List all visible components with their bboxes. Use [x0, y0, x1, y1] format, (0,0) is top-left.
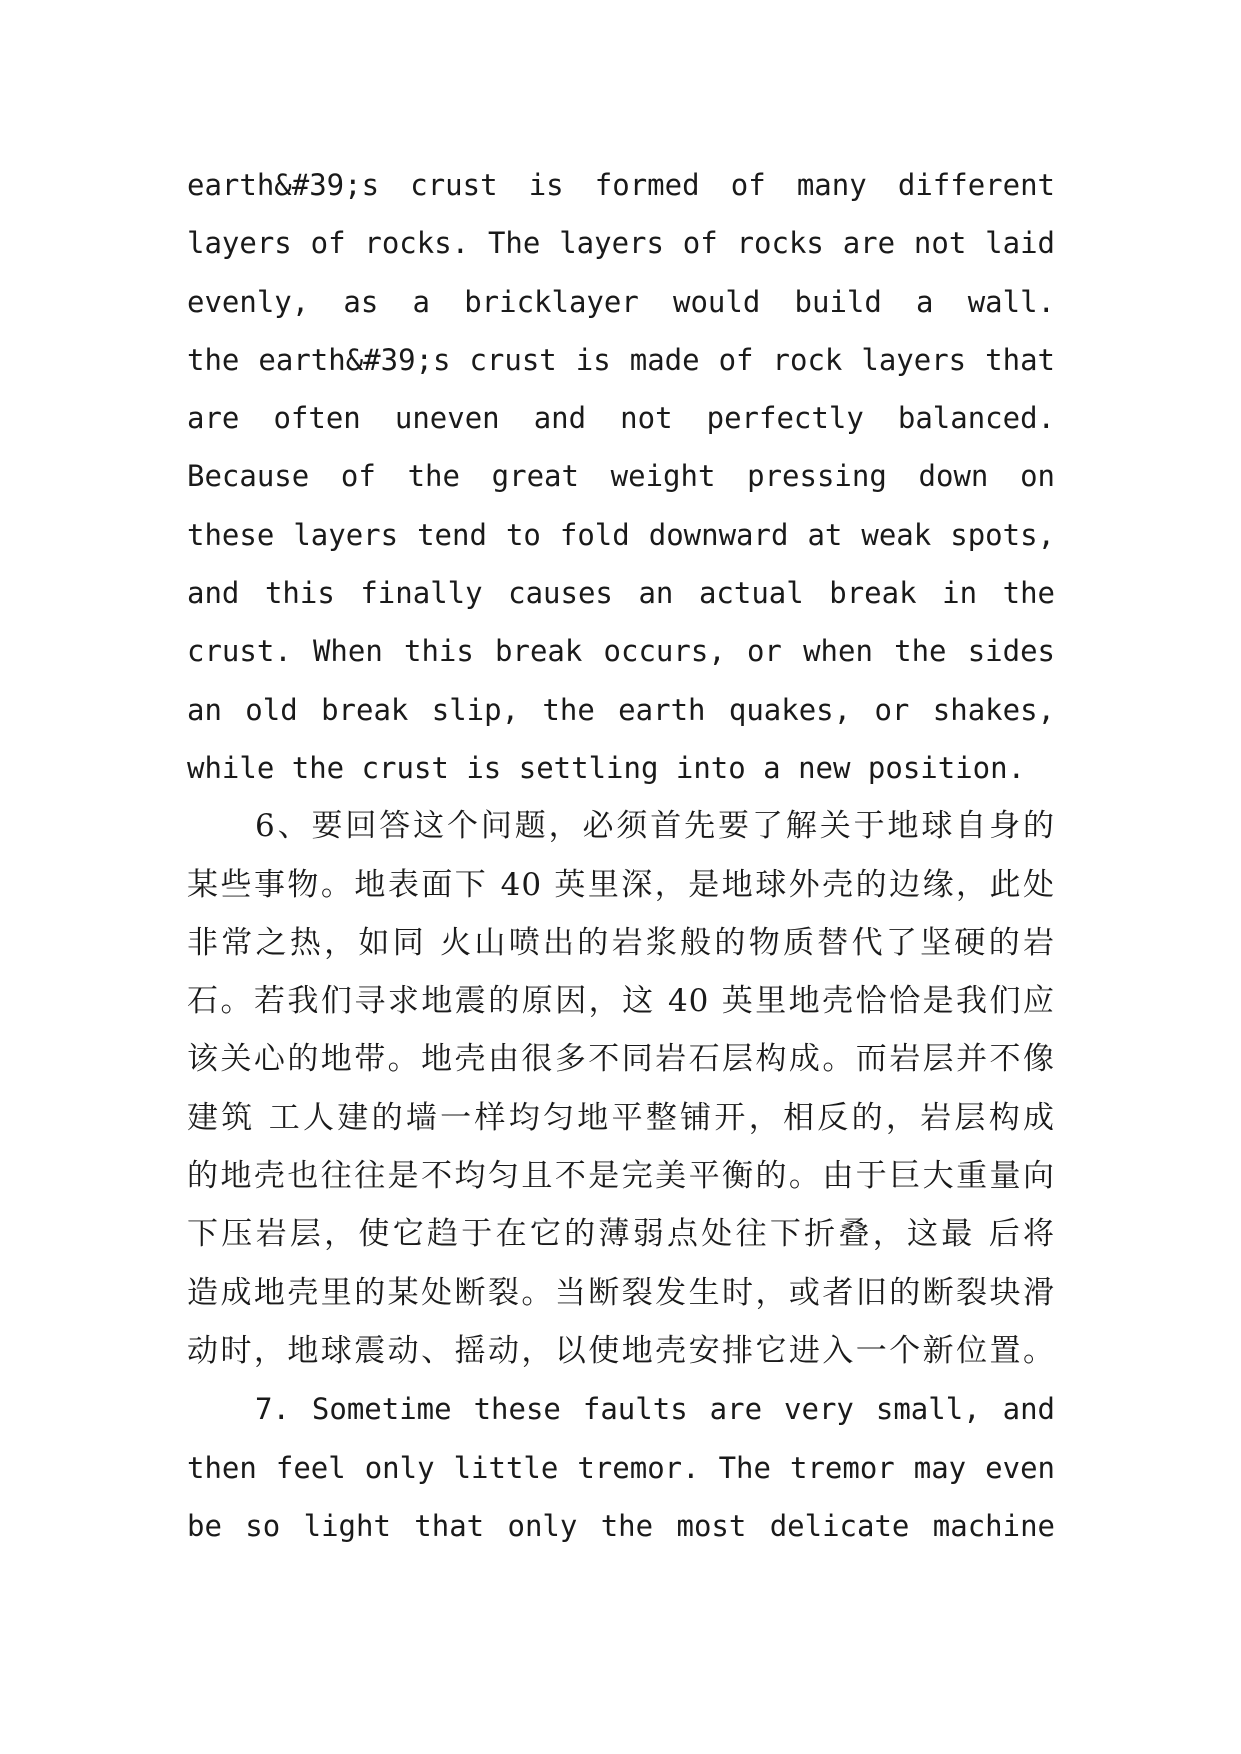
text-line: these layers tend to fold downward at weak spots,: [187, 517, 1055, 552]
text-line: earth&#39;s crust is formed of many different: [187, 168, 1055, 202]
text-line: 该关心的地带。地壳由很多不同岩石层构成。而岩层并不像: [187, 1041, 1055, 1078]
text-line: layers of rocks. The layers of rocks are not laid: [187, 226, 1055, 261]
text-line: 石。若我们寻求地震的原因，这 40 英里地壳恰恰是我们应: [187, 983, 1055, 1020]
text-line: 的地壳也往往是不均匀且不是完美平衡的。由于巨大重量向: [187, 1158, 1055, 1195]
text-line: 造成地壳里的某处断裂。当断裂发生时，或者旧的断裂块滑: [187, 1274, 1055, 1311]
text-line: crust. When this break occurs, or when the sides: [187, 634, 1055, 669]
text-line: 某些事物。地表面下 40 英里深，是地球外壳的边缘，此处: [187, 866, 1055, 903]
text-line: 建筑 工人建的墙一样均匀地平整铺开，相反的，岩层构成: [187, 1099, 1055, 1136]
text-line: 非常之热，如同 火山喷出的岩浆般的物质替代了坚硬的岩: [187, 924, 1055, 961]
text-line: be so light that only the most delicate machine: [187, 1508, 1055, 1543]
text-line-last: while the crust is settling into a new position.: [187, 750, 1026, 785]
document-body: [187, 156, 1055, 1555]
text-line: the earth&#39;s crust is made of rock layers that: [187, 342, 1055, 377]
paragraph-english-crust: [187, 156, 1055, 797]
text-line: an old break slip, the earth quakes, or shakes,: [187, 692, 1055, 727]
text-line: 动时，地球震动、摇动，以使地壳安排它进入一个新位置。: [187, 1332, 1055, 1369]
text-line-first: 6、要回答这个问题，必须首先要了解关于地球自身的: [255, 808, 1055, 845]
text-line: Because of the great weight pressing down on: [187, 459, 1055, 494]
text-line: then feel only little tremor. The tremor may even: [187, 1450, 1055, 1485]
text-line: are often uneven and not perfectly balanced.: [187, 401, 1055, 436]
text-line: and this finally causes an actual break in the: [187, 576, 1055, 611]
paragraph-chinese-translation: [187, 797, 1055, 1380]
paragraph-english-faults: [187, 1380, 1055, 1555]
text-line-first: 7. Sometime these faults are very small, and: [255, 1392, 1055, 1427]
text-line: 下压岩层，使它趋于在它的薄弱点处往下折叠，这最 后将: [187, 1216, 1055, 1253]
text-line: evenly, as a bricklayer would build a wall.: [187, 284, 1055, 319]
